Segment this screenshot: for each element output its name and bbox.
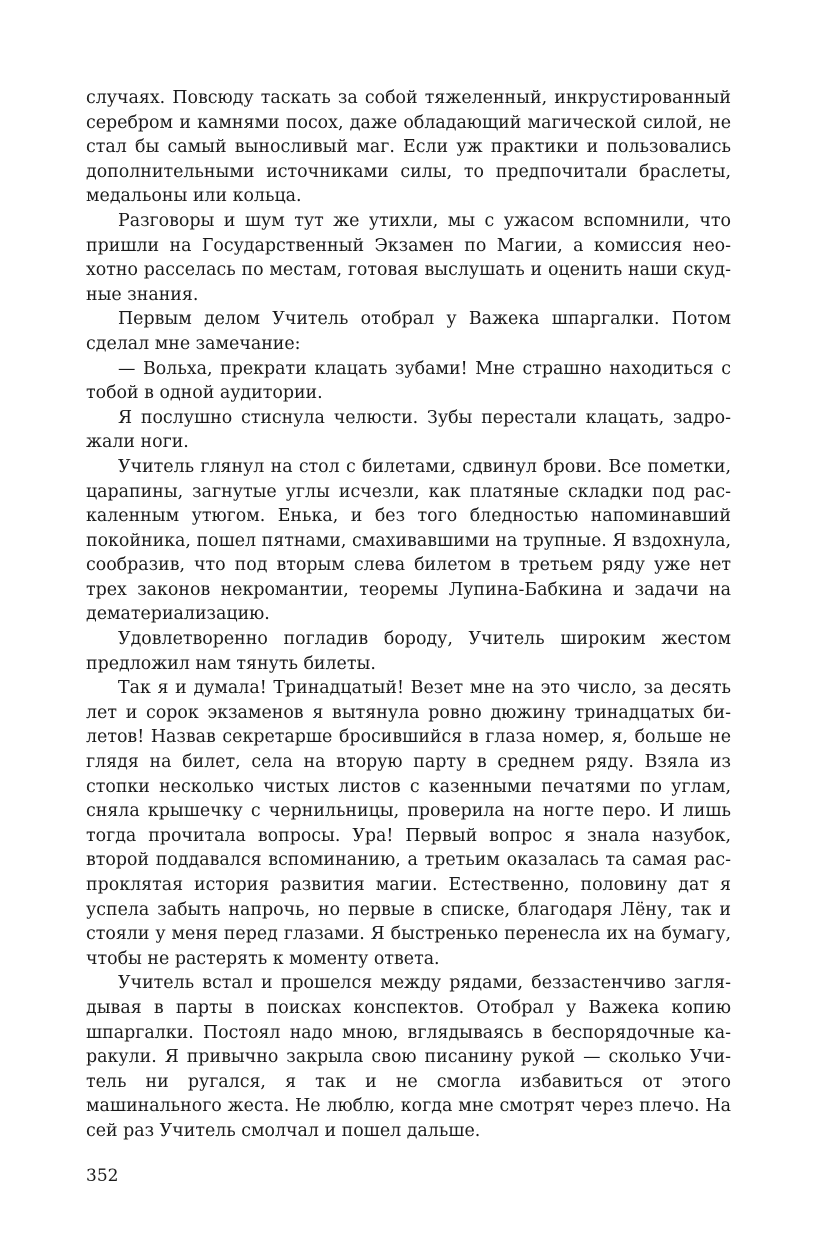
- paragraph-2: Разговоры и шум тут же утихли, мы с ужасом вспомнили, что пришли на Государственный Экзамен по Магии, а комиссия неохотно расселась по местам, готовая выслушать и оценить наши скудные знания.: [86, 210, 731, 305]
- paragraph-1: случаях. Повсюду таскать за собой тяжеленный, инкрустированный серебром и камнями посох, даже обладающий магической силой, не стал бы самый выносливый маг. Если уж практики и пользовались дополнительными источниками силы, то предпочитали браслеты, медальоны или кольца.: [86, 88, 731, 207]
- body-text: [86, 86, 731, 1144]
- paragraph-3: Первым делом Учитель отобрал у Важека шпаргалки. Потом сделал мне замечание:: [86, 309, 731, 354]
- paragraph-7: Удовлетворенно погладив бороду, Учитель широким жестом предложил нам тянуть билеты.: [86, 629, 731, 674]
- page-number: 352: [86, 1166, 119, 1186]
- paragraph-5: Я послушно стиснула челюсти. Зубы перестали клацать, задрожали ноги.: [86, 407, 731, 453]
- paragraph-8: Так я и думала! Тринадцатый! Везет мне на это число, за десять лет и сорок экзаменов я вытянула ровно дюжину тринадцатых билетов! Назвав секретарше бросившийся в глаза номер, я, больше не глядя на билет, села на вторую парту в среднем ряду. Взяла из стопки несколько чистых листов с казенными печатями по углам, сняла крышечку с чернильницы, проверила на ногте перо. И лишь тогда прочитала вопросы. Ура! Первый вопрос я знала назубок, второй поддавался вспоминанию, а третьим оказалась та самая распроклятая история развития магии. Естественно, половину дат я успела забыть напрочь, но первые в списке, благодаря Лёну, так и стояли у меня перед глазами. Я быстренько перенесла их на бумагу, чтобы не растерять к моменту ответа.: [86, 678, 731, 969]
- paragraph-4: — Вольха, прекрати клацать зубами! Мне страшно находиться с тобой в одной аудитории.: [86, 358, 731, 404]
- paragraph-9: Учитель встал и прошелся между рядами, беззастенчиво заглядывая в парты в поисках конспектов. Отобрал у Важека копию шпаргалки. Постоял надо мною, вглядываясь в беспорядочные каракули. Я привычно закрыла свою писанину рукой — сколько Учитель ни ругался, я так и не смогла избавиться от этого машинального жеста. Не люблю, когда мне смотрят через плечо. На сей раз Учитель смолчал и пошел дальше.: [86, 973, 731, 1141]
- paragraph-6: Учитель глянул на стол с билетами, сдвинул брови. Все пометки, царапины, загнутые углы исчезли, как платяные складки под раскаленным утюгом. Енька, и без того бледностью напоминавший покойника, пошел пятнами, смахивавшими на трупные. Я вздохнула, сообразив, что под вторым слева билетом в третьем ряду уже нет трех законов некромантии, теоремы Лупина-Бабкина и задачи на дематериализацию.: [86, 456, 731, 625]
